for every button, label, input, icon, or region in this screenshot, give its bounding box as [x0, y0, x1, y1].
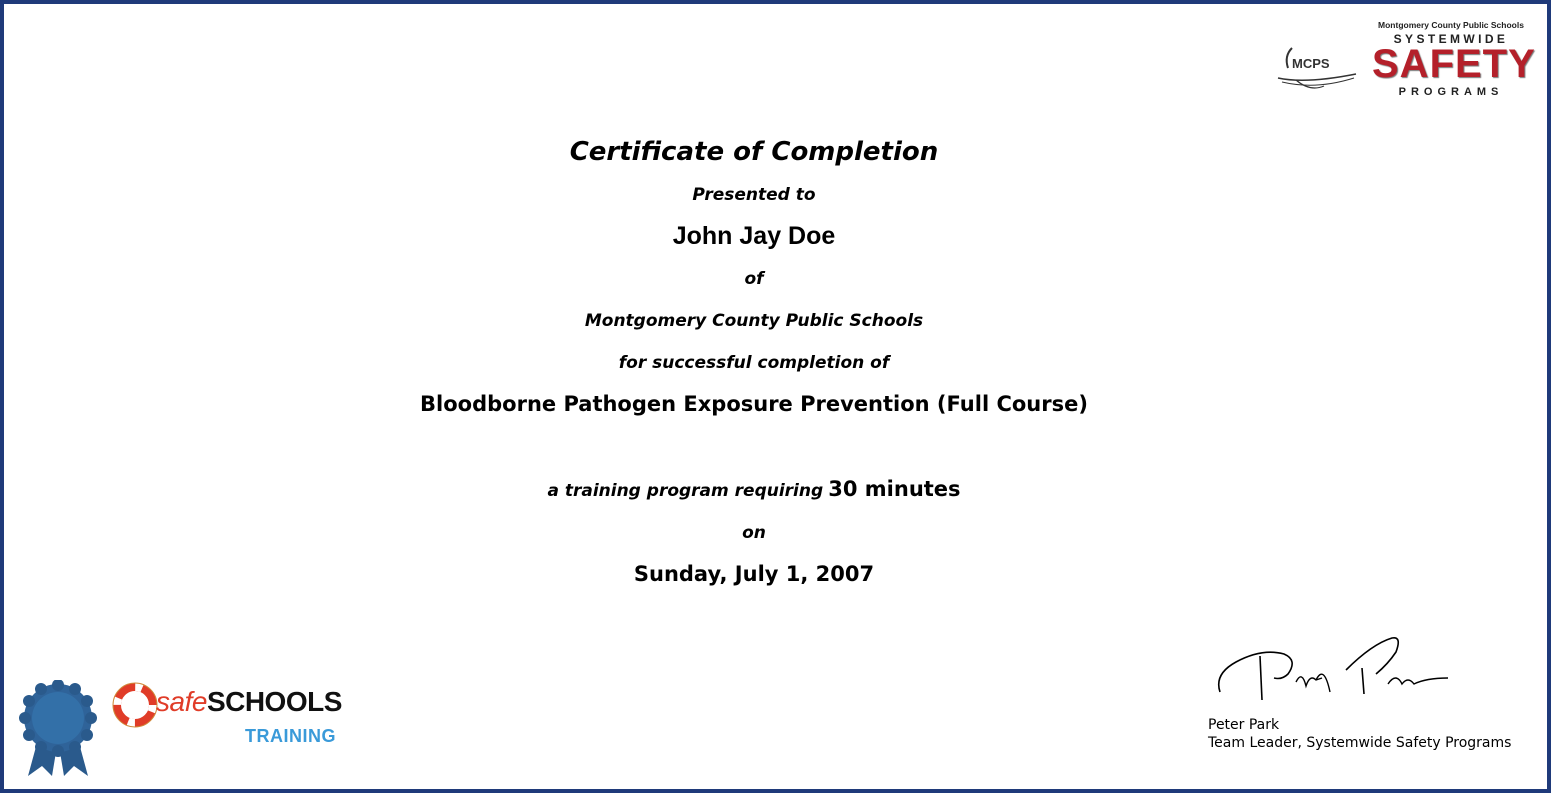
award-ribbon-icon	[18, 680, 98, 778]
logo-org-line: Montgomery County Public Schools	[1378, 20, 1524, 30]
recipient-name: John Jay Doe	[672, 222, 836, 250]
logo-programs: PROGRAMS	[1398, 86, 1504, 98]
safe-schools-wordmark	[156, 686, 342, 718]
certificate-title: Certificate of Completion	[569, 137, 939, 167]
signature-icon	[1212, 634, 1452, 706]
completion-label: for successful completion of	[618, 353, 890, 373]
logo-safety: SAFETY	[1372, 42, 1536, 86]
mcps-emblem-text: MCPS	[1292, 56, 1330, 71]
duration-label: a training program requiring	[547, 481, 824, 501]
signer-name: Peter Park	[1208, 717, 1280, 733]
life-buoy-icon	[112, 682, 158, 728]
duration-line	[354, 477, 1154, 501]
mcps-safety-logo	[1272, 18, 1534, 104]
of-label: of	[744, 269, 764, 289]
signer-title: Team Leader, Systemwide Safety Programs	[1208, 735, 1512, 751]
wordmark-training: TRAINING	[245, 726, 336, 746]
duration-value: 30 minutes	[828, 477, 961, 501]
safe-schools-logo	[110, 680, 340, 750]
presented-to-label: Presented to	[692, 185, 816, 205]
wordmark-safe: safe	[156, 686, 207, 717]
wordmark-schools: SCHOOLS	[206, 686, 342, 717]
logo-systemwide: SYSTEMWIDE	[1393, 32, 1509, 46]
on-label: on	[742, 523, 766, 543]
organization-name: Montgomery County Public Schools	[584, 311, 924, 331]
completion-date: Sunday, July 1, 2007	[633, 562, 875, 586]
course-name: Bloodborne Pathogen Exposure Prevention (Full Course)	[420, 392, 1088, 416]
